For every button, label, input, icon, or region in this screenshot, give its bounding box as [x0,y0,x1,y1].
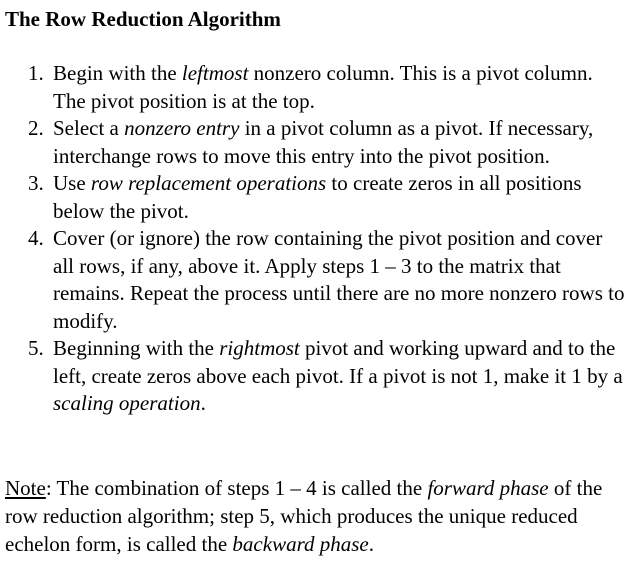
step-emphasis: row replacement operations [90,171,327,195]
step-4 [28,225,628,335]
steps-list [28,60,628,418]
step-text: Select a [53,116,125,140]
step-text: in a pivot column as a pivot. If necessary, interchange rows to move this entry into the pivot position. [53,116,594,168]
note-text: . [368,532,374,556]
step-emphasis: scaling operation [53,391,201,415]
document-title: The Row Reduction Algorithm [5,7,281,31]
step-2 [28,115,628,170]
note-emphasis-forward: forward phase [427,476,549,500]
note-separator: : [45,476,52,500]
step-text: pivot and working upward and to the left, create zeros above each pivot. If a pivot is not 1, make it 1 by a [53,336,623,388]
step-text: Begin with the [53,61,182,85]
note-label: Note [5,476,46,500]
note-emphasis-backward: backward phase [232,532,369,556]
note-text: of the row reduction algorithm; step 5, which produces the unique reduced echelon form, is called the [5,476,603,556]
step-number: 3. [28,171,44,195]
step-text: Use [53,171,91,195]
step-number: 2. [28,116,44,140]
note-paragraph [5,474,630,558]
step-text: to create zeros in all positions below the pivot. [53,171,582,223]
step-5 [28,335,628,418]
note-text: The combination of steps 1 – 4 is called the [51,476,428,500]
step-number: 4. [28,226,44,250]
step-emphasis: nonzero entry [124,116,240,140]
step-text: nonzero column. This is a pivot column. The pivot position is at the top. [53,61,593,113]
step-number: 1. [28,61,44,85]
step-text: Beginning with the [53,336,220,360]
step-text: Cover (or ignore) the row containing the pivot position and cover all rows, if any, above it. Apply steps 1 – 3 to the matrix that remains. Repeat the process until there are no more nonzero rows to modify. [53,226,625,333]
step-text: . [200,391,206,415]
step-number: 5. [28,336,44,360]
step-3 [28,170,628,225]
step-1 [28,60,628,115]
step-emphasis: rightmost [219,336,300,360]
step-emphasis: leftmost [181,61,249,85]
